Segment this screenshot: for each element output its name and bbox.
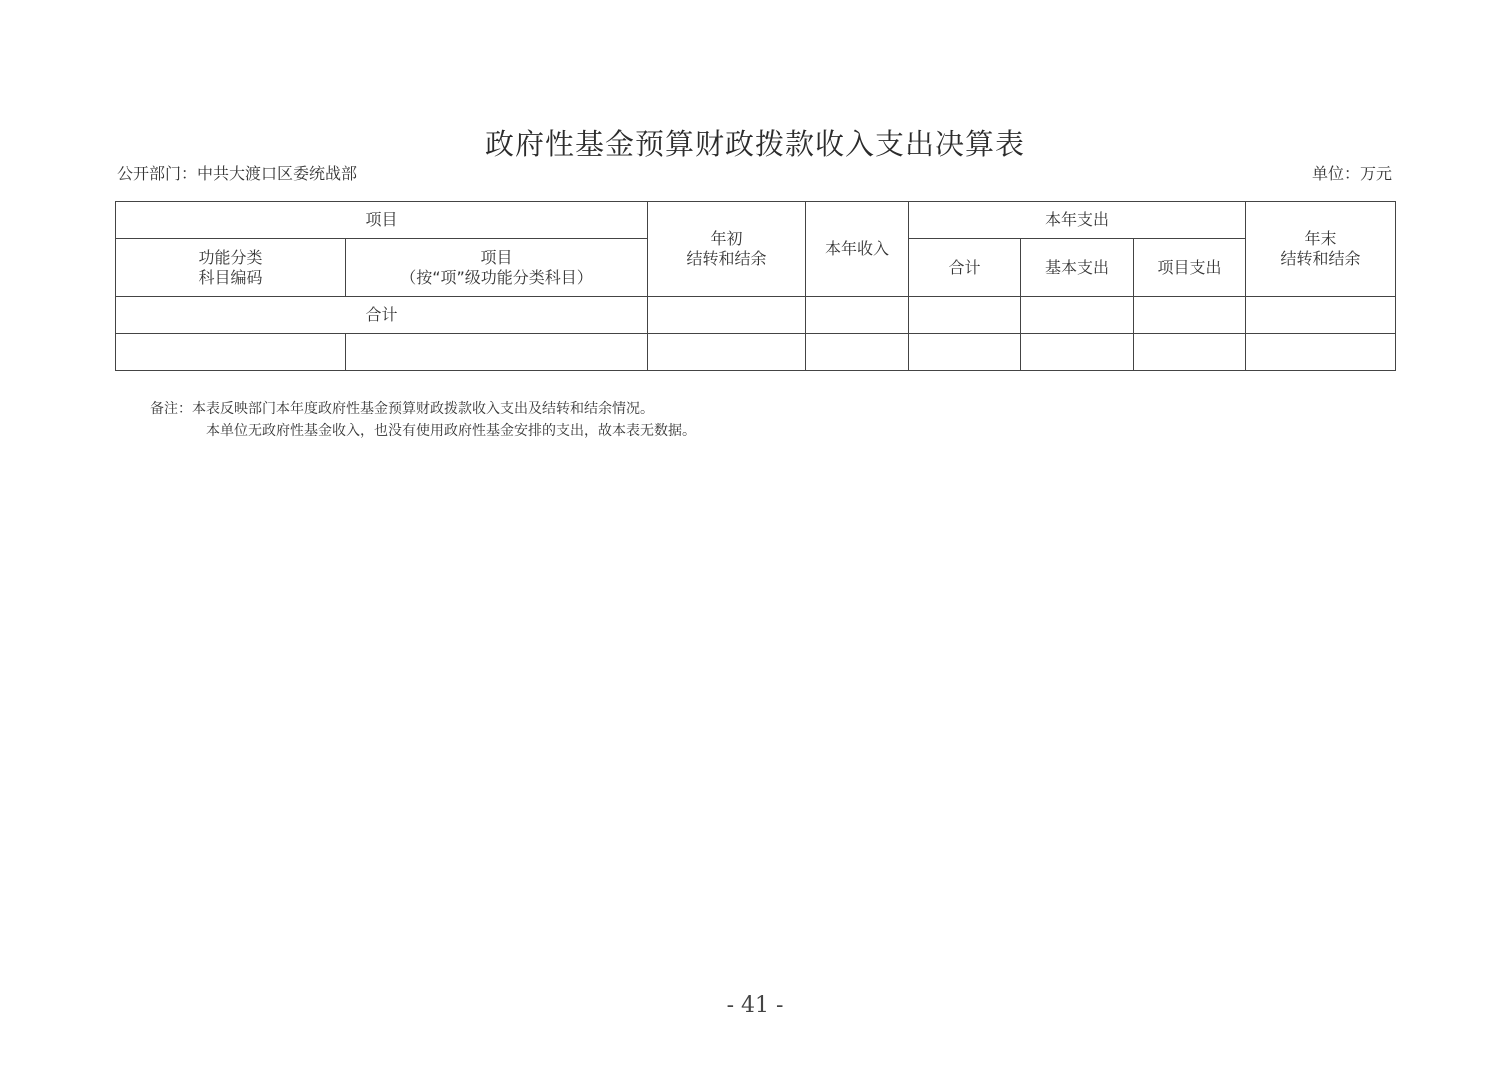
department-label: 公开部门：中共大渡口区委统战部 <box>117 164 358 183</box>
subheader-project-expense: 项目支出 <box>1134 239 1246 297</box>
subheader-code-line1: 功能分类 <box>198 247 263 267</box>
empty-cell <box>806 334 909 371</box>
subheader-code <box>116 239 346 297</box>
empty-cell <box>909 334 1021 371</box>
note-line-2: 本单位无政府性基金收入，也没有使用政府性基金安排的支出，故本表无数据。 <box>206 423 696 439</box>
header-opening-balance <box>648 202 806 297</box>
header-income: 本年收入 <box>806 202 909 297</box>
subheader-basic-expense: 基本支出 <box>1021 239 1134 297</box>
header-opening-line1: 年初 <box>710 229 743 248</box>
subheader-code-line2: 科目编码 <box>198 267 263 287</box>
note-line-1: 备注：本表反映部门本年度政府性基金预算财政拨款收入支出及结转和结余情况。 <box>150 401 654 417</box>
header-opening-line2: 结转和结余 <box>686 249 767 268</box>
page-title: 政府性基金预算财政拨款收入支出决算表 <box>484 127 1025 161</box>
subheader-item <box>346 239 648 297</box>
header-item: 项目 <box>116 202 648 239</box>
notes <box>150 398 696 442</box>
subheader-item-line1: 项目 <box>480 247 513 267</box>
total-income-cell <box>806 297 909 334</box>
header-row-1 <box>116 202 1396 239</box>
total-opening-cell <box>648 297 806 334</box>
total-basic-cell <box>1021 297 1134 334</box>
empty-cell <box>1021 334 1134 371</box>
table-row <box>116 334 1396 371</box>
empty-cell <box>116 334 346 371</box>
total-row <box>116 297 1396 334</box>
empty-cell <box>648 334 806 371</box>
header-closing-line1: 年末 <box>1304 229 1337 248</box>
total-closing-cell <box>1246 297 1396 334</box>
header-expense: 本年支出 <box>909 202 1246 239</box>
page-number: - 41 - <box>726 993 784 1018</box>
total-expense-cell <box>909 297 1021 334</box>
unit-label: 单位：万元 <box>1311 164 1392 183</box>
total-project-cell <box>1134 297 1246 334</box>
empty-cell <box>1134 334 1246 371</box>
header-closing-balance <box>1246 202 1396 297</box>
subheader-item-line2: （按“项”级功能分类科目） <box>400 267 593 287</box>
subheader-expense-total: 合计 <box>909 239 1021 297</box>
empty-cell <box>1246 334 1396 371</box>
total-row-label: 合计 <box>116 297 648 334</box>
empty-cell <box>346 334 648 371</box>
header-closing-line2: 结转和结余 <box>1280 249 1361 268</box>
budget-table <box>115 201 1396 371</box>
